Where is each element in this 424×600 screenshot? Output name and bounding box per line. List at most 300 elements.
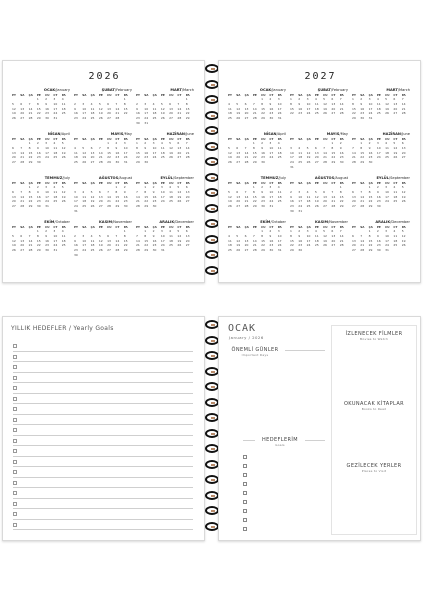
day-number: 9 [152, 189, 155, 194]
month-name-en: February [116, 88, 132, 92]
goal-line[interactable] [13, 446, 193, 457]
day-number: 17 [45, 150, 49, 155]
goal-line[interactable] [13, 425, 193, 436]
day-number: 2 [36, 185, 39, 189]
day-number: 18 [169, 238, 173, 243]
day-number: 24 [376, 155, 381, 160]
checkbox[interactable] [243, 491, 247, 495]
day-numbers [352, 97, 410, 121]
day-number: 28 [20, 160, 25, 165]
day-number: 30 [136, 120, 140, 125]
section-title: ÖNEMLİ GÜNLER [231, 347, 279, 353]
day-numbers [74, 185, 132, 214]
day-number: 9 [36, 189, 39, 194]
month-calendar [74, 176, 132, 214]
month-name-tr: EKİM [44, 220, 55, 224]
checkbox[interactable] [243, 455, 247, 459]
day-number: 3 [144, 101, 147, 106]
weekday-label: ÇA [368, 93, 373, 97]
day-number: 6 [393, 97, 396, 101]
day-numbers [136, 141, 194, 165]
weekday-label: SA [20, 225, 25, 229]
day-number: 9 [144, 145, 147, 150]
month-name-tr: KASIM [99, 220, 113, 224]
goal-line[interactable] [13, 488, 193, 499]
day-number: 22 [115, 199, 120, 204]
day-number: 24 [160, 199, 165, 204]
checkbox[interactable] [13, 523, 17, 527]
day-number: 9 [269, 101, 272, 106]
weekday-label: CT [269, 225, 274, 229]
day-number: 8 [331, 145, 334, 150]
day-number: 2 [298, 97, 301, 101]
day-number: 1 [36, 229, 39, 233]
day-number: 21 [185, 150, 190, 155]
day-numbers [74, 141, 132, 165]
section-subtitle: Important Days [241, 353, 269, 357]
day-number: 12 [98, 238, 103, 243]
weekday-label: CU [169, 181, 174, 185]
day-number: 30 [269, 248, 274, 253]
day-number: 13 [331, 101, 336, 106]
day-number: 28 [107, 204, 111, 209]
day-numbers [290, 229, 348, 253]
year-page-2027 [218, 60, 421, 283]
checkbox[interactable] [13, 470, 17, 474]
day-number: 1 [115, 185, 118, 189]
weekday-label: SA [298, 225, 303, 229]
weekday-label: PT [74, 225, 78, 229]
day-number: 23 [74, 248, 78, 253]
checkbox[interactable] [13, 397, 17, 401]
day-numbers [290, 97, 348, 116]
weekday-label: PA [61, 93, 66, 97]
day-number: 24 [277, 111, 282, 116]
day-number: 12 [236, 106, 241, 111]
day-number: 16 [298, 106, 303, 111]
checkbox[interactable] [243, 482, 247, 486]
day-number: 13 [20, 238, 25, 243]
goal-line[interactable] [13, 436, 193, 447]
day-number: 20 [177, 150, 182, 155]
day-number: 11 [376, 101, 381, 106]
day-number: 16 [339, 150, 344, 155]
checkbox[interactable] [13, 428, 17, 432]
weekday-label: PE [376, 181, 381, 185]
day-number: 28 [177, 116, 182, 121]
day-number: 20 [401, 150, 406, 155]
lists-panel [331, 325, 417, 535]
spiral-ring [205, 250, 219, 259]
day-number: 23 [269, 111, 274, 116]
day-number: 28 [115, 248, 120, 253]
day-number: 28 [115, 116, 120, 121]
month-name-en: April [277, 132, 286, 136]
month-name-en: June [402, 132, 410, 136]
day-number: 18 [90, 243, 95, 248]
day-number: 18 [298, 155, 303, 160]
day-number: 15 [261, 238, 265, 243]
weekday-label: CU [385, 93, 390, 97]
month-name-tr: MART [386, 88, 398, 92]
checkbox[interactable] [243, 518, 247, 522]
checkbox[interactable] [13, 376, 17, 380]
day-number: 9 [261, 189, 264, 194]
day-number: 14 [98, 150, 103, 155]
checkbox[interactable] [13, 355, 17, 359]
day-number: 1 [290, 97, 292, 101]
day-number: 4 [53, 185, 56, 189]
weekday-label: ÇA [368, 137, 373, 141]
month-name-tr: HAZİRAN [382, 132, 401, 136]
day-number: 15 [123, 106, 128, 111]
yearly-goals-page [2, 316, 205, 541]
day-numbers [136, 185, 194, 209]
day-number: 8 [368, 233, 371, 238]
weekday-label: CU [45, 137, 50, 141]
month-name-tr: NİSAN [47, 132, 61, 136]
day-number: 23 [261, 199, 265, 204]
spiral-ring [205, 95, 219, 104]
day-number: 8 [368, 189, 371, 194]
day-number: 24 [385, 243, 389, 248]
goal-line[interactable] [13, 394, 193, 405]
goal-line[interactable] [13, 341, 193, 352]
day-number: 27 [107, 116, 111, 121]
day-number: 18 [61, 106, 66, 111]
day-number: 7 [20, 145, 23, 150]
checkbox[interactable] [13, 439, 17, 443]
separator: / [118, 176, 120, 180]
day-number: 20 [107, 111, 111, 116]
day-number: 6 [323, 189, 326, 194]
weekday-label: SA [20, 137, 25, 141]
day-number: 26 [90, 204, 95, 209]
weekday-label: PE [314, 181, 319, 185]
weekday-label: PE [314, 225, 319, 229]
day-number: 18 [74, 155, 78, 160]
day-number: 30 [45, 248, 49, 253]
day-number: 8 [28, 145, 31, 150]
day-number: 12 [393, 145, 398, 150]
separator: / [334, 176, 336, 180]
day-number: 26 [323, 111, 327, 116]
day-number: 14 [136, 194, 140, 199]
day-number: 28 [136, 204, 140, 209]
weekday-label: CT [393, 137, 398, 141]
weekday-label: CT [177, 225, 182, 229]
day-number: 15 [144, 194, 149, 199]
goal-line[interactable] [13, 499, 193, 510]
day-number: 10 [160, 233, 165, 238]
day-number: 11 [61, 233, 66, 238]
day-number: 22 [185, 111, 190, 116]
day-number: 11 [61, 101, 66, 106]
day-number: 23 [115, 155, 120, 160]
month-name-en: May [340, 132, 348, 136]
goal-line[interactable] [13, 520, 193, 531]
day-number: 16 [152, 194, 157, 199]
day-number: 3 [160, 185, 163, 189]
day-number: 8 [352, 101, 354, 106]
day-numbers [352, 185, 410, 209]
day-number: 8 [136, 145, 138, 150]
day-number: 16 [298, 238, 303, 243]
spiral-ring [205, 506, 219, 515]
weekday-label: PT [74, 137, 78, 141]
weekday-label: PE [252, 137, 257, 141]
separator: / [271, 88, 273, 92]
goal-line[interactable] [13, 383, 193, 394]
weekday-label: SA [298, 137, 303, 141]
movies-section [331, 331, 417, 341]
day-number: 3 [269, 185, 272, 189]
weekday-label: PA [61, 225, 66, 229]
day-number: 30 [368, 160, 373, 165]
weekday-label: SA [82, 137, 87, 141]
day-number: 6 [90, 145, 93, 150]
day-number: 11 [385, 145, 389, 150]
checkbox[interactable] [13, 344, 17, 348]
weekday-label: CT [393, 181, 398, 185]
weekday-label: PA [61, 137, 66, 141]
goal-line[interactable] [13, 362, 193, 373]
weekday-label: ÇA [28, 93, 33, 97]
goal-line[interactable] [13, 457, 193, 468]
month-calendar [12, 220, 70, 253]
day-number: 16 [74, 111, 78, 116]
day-number: 2 [269, 229, 272, 233]
day-number: 4 [306, 189, 309, 194]
day-number: 7 [136, 233, 138, 238]
day-number: 12 [12, 238, 16, 243]
separator: / [400, 132, 403, 136]
day-number: 13 [236, 150, 241, 155]
day-number: 19 [177, 194, 182, 199]
day-number: 3 [82, 101, 85, 106]
month-calendar [290, 220, 348, 253]
day-number: 26 [98, 116, 103, 121]
day-number: 26 [82, 160, 87, 165]
weekday-label: CT [115, 137, 120, 141]
spiral-ring [205, 320, 219, 329]
day-number: 16 [136, 111, 140, 116]
weekday-label: CT [177, 181, 182, 185]
day-number: 27 [236, 204, 241, 209]
checkbox[interactable] [13, 512, 17, 516]
goal-line[interactable] [13, 509, 193, 520]
checkbox[interactable] [243, 473, 247, 477]
checkbox[interactable] [243, 527, 247, 531]
day-number: 22 [352, 111, 356, 116]
day-number: 22 [368, 199, 373, 204]
weekday-label: PA [277, 225, 282, 229]
day-number: 2 [45, 229, 48, 233]
day-number: 17 [385, 194, 389, 199]
section-title: HEDEFLERİM [261, 437, 298, 443]
month-name-en: July [279, 176, 286, 180]
checkbox[interactable] [13, 502, 17, 506]
checkbox[interactable] [13, 491, 17, 495]
day-number: 4 [376, 97, 379, 101]
checkbox[interactable] [13, 418, 17, 422]
day-number: 18 [306, 199, 311, 204]
goal-line[interactable] [13, 478, 193, 489]
month-name-en: August [119, 176, 132, 180]
day-number: 17 [385, 238, 389, 243]
weekday-label: CT [53, 137, 58, 141]
spiral-ring [205, 336, 219, 345]
checkbox[interactable] [13, 365, 17, 369]
weekday-label: PA [185, 93, 190, 97]
day-number: 8 [107, 145, 110, 150]
day-number: 31 [45, 204, 49, 209]
day-number: 21 [331, 199, 336, 204]
day-number: 29 [331, 160, 336, 165]
day-number: 7 [107, 189, 110, 194]
day-number: 3 [306, 229, 309, 233]
day-number: 16 [261, 150, 265, 155]
checkbox[interactable] [243, 500, 247, 504]
day-number: 29 [28, 204, 33, 209]
goal-line[interactable] [13, 404, 193, 415]
spiral-ring [205, 235, 219, 244]
day-number: 14 [177, 106, 182, 111]
day-number: 20 [107, 243, 111, 248]
month-name-tr: KASIM [315, 220, 329, 224]
spiral-ring [205, 413, 219, 422]
day-number: 12 [169, 145, 173, 150]
weekday-label: SA [144, 181, 149, 185]
yearly-goals-title: YILLIK HEDEFLER / Yearly Goals [11, 325, 114, 332]
day-number: 2 [290, 189, 292, 194]
weekday-label: CT [269, 137, 274, 141]
weekday-label: CU [107, 181, 112, 185]
day-number: 27 [331, 243, 336, 248]
day-number: 11 [82, 194, 87, 199]
day-number: 24 [144, 116, 149, 121]
month-name-en: April [61, 132, 70, 136]
day-number: 8 [28, 189, 31, 194]
weekday-label: CU [385, 181, 390, 185]
day-number: 31 [269, 204, 274, 209]
day-number: 6 [236, 189, 239, 194]
day-number: 7 [177, 101, 180, 106]
goal-line[interactable] [13, 373, 193, 384]
day-number: 7 [185, 141, 188, 145]
goal-line[interactable] [13, 415, 193, 426]
checkbox[interactable] [13, 407, 17, 411]
day-number: 22 [107, 155, 111, 160]
day-number: 16 [45, 238, 49, 243]
day-number: 9 [115, 145, 118, 150]
goal-line[interactable] [13, 352, 193, 363]
day-number: 17 [269, 194, 274, 199]
checkbox[interactable] [243, 509, 247, 513]
day-number: 21 [323, 155, 327, 160]
day-number: 1 [252, 185, 255, 189]
goal-line[interactable] [13, 467, 193, 478]
separator: / [114, 88, 117, 92]
checkbox[interactable] [13, 386, 17, 390]
day-number: 23 [368, 155, 373, 160]
day-number: 30 [36, 160, 41, 165]
day-number: 30 [115, 160, 120, 165]
day-number: 15 [36, 106, 41, 111]
day-number: 14 [331, 194, 336, 199]
day-number: 11 [298, 150, 303, 155]
day-number: 6 [107, 233, 110, 238]
day-number: 12 [228, 150, 232, 155]
separator: / [112, 220, 114, 224]
day-number: 15 [252, 194, 257, 199]
day-number: 18 [53, 194, 58, 199]
day-number: 25 [90, 116, 95, 121]
day-number: 23 [290, 204, 294, 209]
spiral-ring [205, 491, 219, 500]
checkbox[interactable] [13, 460, 17, 464]
day-number: 29 [261, 116, 265, 121]
weekday-label: SA [82, 93, 87, 97]
day-number: 1 [339, 185, 342, 189]
day-number: 21 [244, 155, 249, 160]
day-number: 25 [228, 248, 232, 253]
spiral-ring [205, 367, 219, 376]
month-name-en: March [183, 88, 194, 92]
day-number: 28 [185, 155, 190, 160]
day-number: 18 [228, 111, 232, 116]
month-name-en: September [174, 176, 194, 180]
day-number: 17 [74, 199, 78, 204]
day-number: 9 [376, 233, 379, 238]
day-number: 19 [90, 199, 95, 204]
day-number: 7 [98, 145, 101, 150]
day-number: 8 [290, 101, 292, 106]
day-number: 17 [160, 194, 165, 199]
day-number: 3 [376, 141, 379, 145]
weekday-label: SA [360, 93, 365, 97]
day-number: 26 [401, 243, 406, 248]
day-number: 7 [331, 189, 334, 194]
checkbox[interactable] [243, 464, 247, 468]
day-number: 4 [169, 229, 172, 233]
weekday-label: PA [339, 225, 344, 229]
day-number: 22 [144, 243, 149, 248]
spiral-ring [205, 475, 219, 484]
month-name-tr: OCAK [43, 88, 56, 92]
day-number: 26 [177, 199, 182, 204]
day-number: 19 [236, 243, 241, 248]
day-number: 13 [185, 189, 190, 194]
day-number: 3 [368, 97, 371, 101]
day-number: 9 [269, 233, 272, 238]
day-number: 11 [393, 233, 398, 238]
day-number: 6 [98, 189, 101, 194]
month-calendar [74, 132, 132, 165]
day-number: 1 [144, 185, 147, 189]
day-number: 8 [115, 189, 118, 194]
weekday-label: PT [228, 93, 232, 97]
day-number: 26 [236, 116, 241, 121]
day-number: 2 [339, 141, 342, 145]
day-number: 14 [244, 150, 249, 155]
checkbox[interactable] [13, 449, 17, 453]
day-number: 27 [352, 248, 356, 253]
day-number: 4 [160, 141, 163, 145]
checkbox[interactable] [13, 481, 17, 485]
spiral-ring [205, 188, 219, 197]
weekday-label: PE [160, 225, 165, 229]
